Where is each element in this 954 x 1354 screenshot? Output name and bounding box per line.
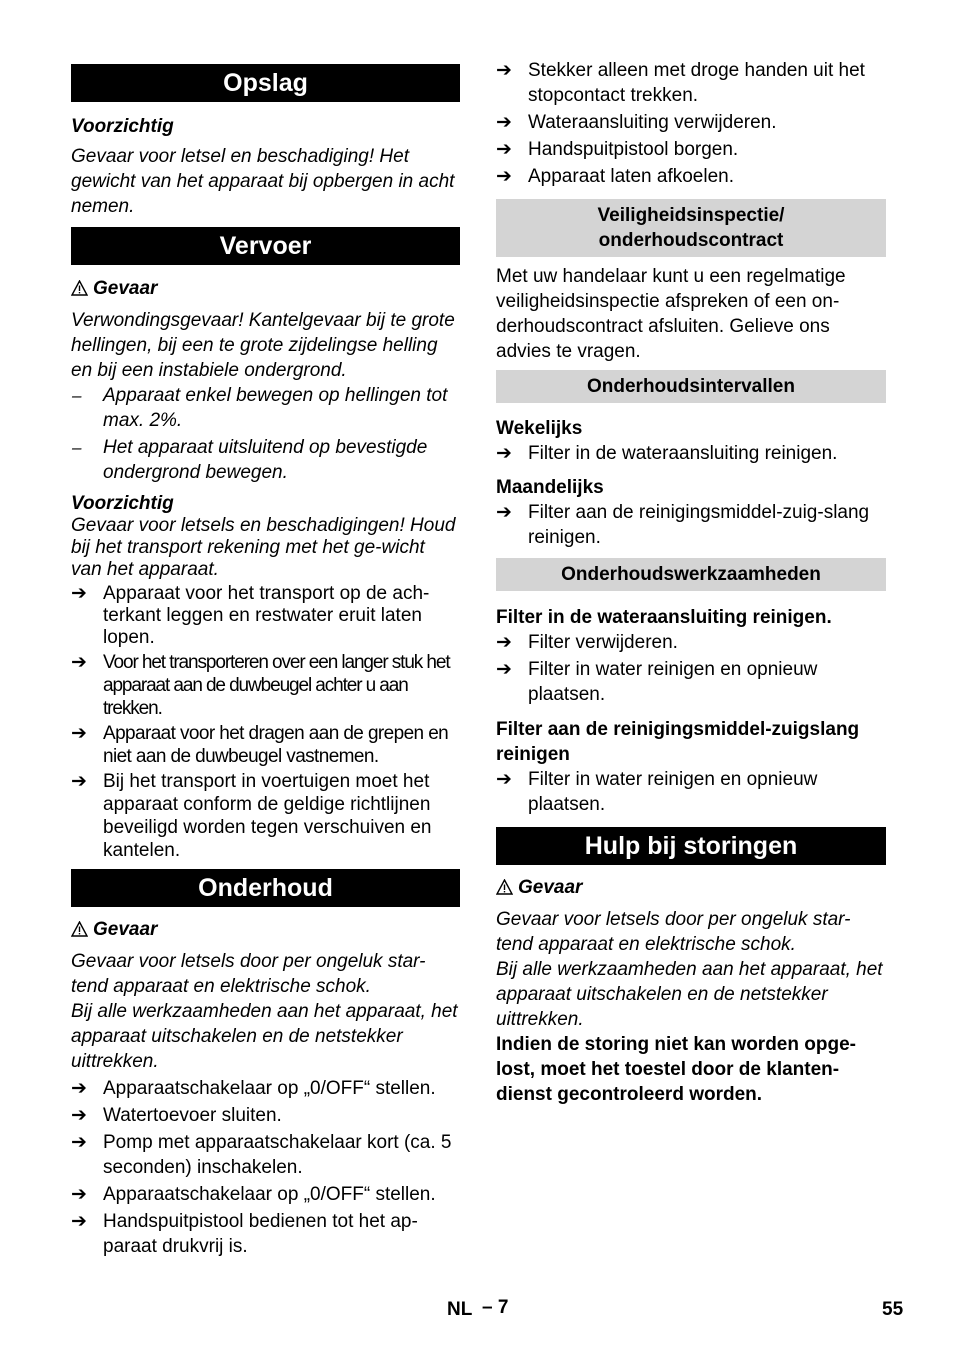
veiligheid-text: Met uw handelaar kunt u een regelmatige veiligheidsinspectie afspreken of een on-derhoudscontract afsluiten. Gelieve ons advies te vragen. (496, 266, 846, 362)
step-item (496, 767, 886, 817)
danger-text-storingen-1: Gevaar voor letsels door per ongeluk star-tend apparaat en elektrische schok. (496, 909, 851, 955)
warning-triangle-icon (496, 878, 518, 902)
step-item (71, 722, 460, 768)
step-item (496, 630, 886, 655)
heading-vervoer: Vervoer (71, 227, 460, 265)
right-arrow-icon: ➔ (71, 1078, 87, 1099)
right-arrow-icon: ➔ (496, 769, 512, 790)
right-arrow-icon: ➔ (71, 771, 87, 792)
right-arrow-icon: ➔ (71, 723, 87, 744)
heading-veiligheidsinspectie (496, 199, 886, 257)
right-arrow-icon: ➔ (496, 502, 512, 523)
step-item (496, 657, 886, 707)
caution-label-vervoer: Voorzichtig (71, 493, 174, 514)
monthly-label: Maandelijks (496, 477, 604, 498)
right-arrow-icon: ➔ (71, 1184, 87, 1205)
danger-text-vervoer: Verwondingsgevaar! Kantelgevaar bij te grote hellingen, bij een te grote zijdelingse helling en bij een instabiele ondergrond. (71, 310, 455, 381)
weekly-label: Wekelijks (496, 418, 583, 439)
heading-line: onderhoudscontract (598, 230, 784, 251)
right-arrow-icon: ➔ (71, 1211, 87, 1232)
step-text: Voor het transporteren over een langer stuk het apparaat aan de duwbeugel achter u aan trekken. (103, 652, 450, 719)
dash-item (71, 383, 460, 433)
step-text: Stekker alleen met droge handen uit het stopcontact trekken. (528, 60, 865, 106)
warning-triangle-icon (71, 920, 93, 944)
right-arrow-icon: ➔ (71, 652, 86, 673)
step-item (71, 1130, 460, 1180)
right-arrow-icon: ➔ (71, 1132, 87, 1153)
step-text: Bij het transport in voertuigen moet het apparaat conform de geldige richtlijnen beveiligd worden tegen verschuiven en kantelen. (103, 771, 432, 861)
heading-onderhoud: Onderhoud (71, 869, 460, 907)
footer-local-page: – 7 (482, 1297, 509, 1318)
step-text: Filter in de wateraansluiting reinigen. (528, 443, 838, 464)
step-text: Apparaat voor het dragen aan de grepen en niet aan de duwbeugel vastnemen. (103, 723, 449, 767)
danger-text-onderhoud-1: Gevaar voor letsels door per ongeluk star-tend apparaat en elektrische schok. (71, 951, 426, 997)
danger-label-storingen: Gevaar (518, 877, 583, 898)
step-text: Apparaat laten afkoelen. (528, 166, 734, 187)
step-item (496, 500, 886, 550)
caution-text-vervoer: Gevaar voor letsels en beschadigingen! Houd bij het transport rekening met het ge-wicht van het apparaat. (71, 515, 456, 580)
caution-label-opslag: Voorzichtig (71, 116, 174, 137)
step-item (71, 1076, 460, 1101)
danger-line-storingen (496, 876, 886, 902)
step-item (496, 441, 886, 466)
dash-item-text: Het apparaat uitsluitend op bevestigde ondergrond bewegen. (103, 437, 428, 483)
step-text: Wateraansluiting verwijderen. (528, 112, 777, 133)
right-arrow-icon: ➔ (71, 583, 87, 604)
footer-page-number: 55 (882, 1299, 904, 1320)
danger-label-vervoer: Gevaar (93, 278, 158, 299)
step-item (71, 1209, 460, 1259)
right-arrow-icon: ➔ (496, 659, 512, 680)
right-arrow-icon: ➔ (496, 443, 512, 464)
danger-text-storingen-2: Bij alle werkzaamheden aan het apparaat, het apparaat uitschakelen en de netstekker uittrekken. (496, 959, 883, 1030)
subheading-filter-wateraansluiting: Filter in de wateraansluiting reinigen. (496, 607, 832, 628)
step-text: Apparaatschakelaar op „0/OFF“ stellen. (103, 1078, 436, 1099)
right-arrow-icon: ➔ (496, 139, 512, 160)
footer-language: NL (447, 1299, 473, 1320)
right-arrow-icon: ➔ (496, 60, 512, 81)
dash-item (71, 435, 460, 485)
step-text: Handspuitpistool bedienen tot het ap-paraat drukvrij is. (103, 1211, 418, 1257)
step-item (71, 770, 460, 862)
danger-label-onderhoud: Gevaar (93, 919, 158, 940)
step-item (496, 164, 886, 189)
step-text: Watertoevoer sluiten. (103, 1105, 282, 1126)
step-item (71, 1103, 460, 1128)
heading-onderhoudsintervallen: Onderhoudsintervallen (496, 370, 886, 403)
caution-text-opslag: Gevaar voor letsel en beschadiging! Het gewicht van het apparaat bij opbergen in acht nemen. (71, 146, 455, 217)
right-arrow-icon: ➔ (71, 1105, 87, 1126)
step-text: Filter in water reinigen en opnieuw plaatsen. (528, 659, 818, 705)
danger-line-vervoer (71, 277, 460, 303)
step-item (71, 651, 460, 720)
step-item (496, 137, 886, 162)
step-item (496, 58, 886, 108)
dash-item-text: Apparaat enkel bewegen op hellingen tot max. 2%. (103, 385, 448, 431)
right-arrow-icon: ➔ (496, 166, 512, 187)
step-text: Pomp met apparaatschakelaar kort (ca. 5 seconden) inschakelen. (103, 1132, 452, 1178)
heading-onderhoudswerkzaamheden: Onderhoudswerkzaamheden (496, 558, 886, 591)
subheading-filter-zuigslang: Filter aan de reinigingsmiddel-zuigslang reinigen (496, 719, 860, 765)
danger-line-onderhoud (71, 918, 460, 944)
step-item (71, 1182, 460, 1207)
danger-text-onderhoud-2: Bij alle werkzaamheden aan het apparaat, het apparaat uitschakelen en de netstekker uittrekken. (71, 1001, 458, 1072)
warning-triangle-icon (71, 279, 93, 303)
dash-marker: – (72, 438, 82, 457)
step-text: Filter aan de reinigingsmiddel-zuig-slang reinigen. (528, 502, 870, 548)
heading-hulp-bij-storingen: Hulp bij storingen (496, 827, 886, 865)
dash-marker: – (72, 386, 82, 405)
step-item (71, 583, 460, 649)
step-text: Apparaat voor het transport op de ach-terkant leggen en restwater eruit laten lopen. (103, 583, 430, 648)
right-column (496, 58, 886, 1107)
right-arrow-icon: ➔ (496, 112, 512, 133)
right-arrow-icon: ➔ (496, 632, 512, 653)
heading-opslag: Opslag (71, 64, 460, 102)
step-item (496, 110, 886, 135)
storingen-bold-text: Indien de storing niet kan worden opge-lost, moet het toestel door de klanten-dienst gecontroleerd worden. (496, 1034, 856, 1105)
left-column (71, 58, 460, 1259)
step-text: Handspuitpistool borgen. (528, 139, 739, 160)
step-text: Filter verwijderen. (528, 632, 678, 653)
step-text: Filter in water reinigen en opnieuw plaatsen. (528, 769, 818, 815)
heading-line: Veiligheidsinspectie/ (597, 205, 785, 226)
step-text: Apparaatschakelaar op „0/OFF“ stellen. (103, 1184, 436, 1205)
